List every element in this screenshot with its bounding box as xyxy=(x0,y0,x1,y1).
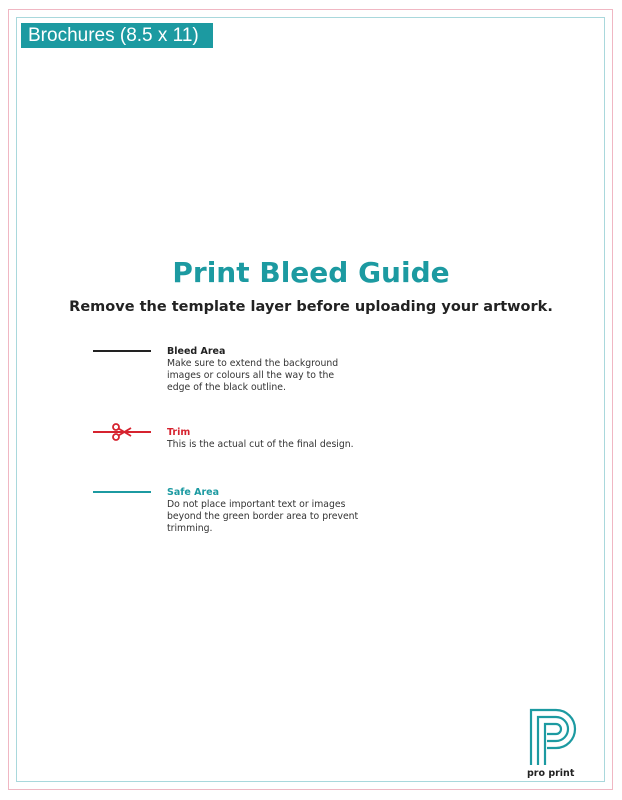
safe-heading: Safe Area xyxy=(167,487,220,498)
safe-text-line: beyond the green border area to prevent xyxy=(167,511,359,522)
safe-area-outline xyxy=(16,17,605,782)
safe-legend xyxy=(167,487,377,535)
bleed-text-line: edge of the black outline. xyxy=(167,382,286,393)
page-subtitle: Remove the template layer before uploading your artwork. xyxy=(69,299,553,315)
safe-text-line: trimming. xyxy=(167,523,213,534)
bleed-heading: Bleed Area xyxy=(167,346,226,357)
product-badge: Brochures (8.5 x 11) xyxy=(21,23,213,48)
bleed-text-line: images or colours all the way to the xyxy=(167,370,335,381)
trim-heading: Trim xyxy=(167,427,191,438)
bleed-line-sample xyxy=(93,350,151,352)
bleed-legend xyxy=(167,346,377,394)
brand-name: pro print xyxy=(527,768,575,779)
safe-text-line: Do not place important text or images xyxy=(167,499,346,510)
trim-text-line: This is the actual cut of the final design. xyxy=(167,439,354,450)
safe-line-sample xyxy=(93,491,151,493)
page-title: Print Bleed Guide xyxy=(172,256,450,289)
pro-print-logo-icon xyxy=(528,707,578,767)
scissors-icon xyxy=(112,423,132,441)
bleed-text-line: Make sure to extend the background xyxy=(167,358,339,369)
trim-legend xyxy=(167,427,377,451)
